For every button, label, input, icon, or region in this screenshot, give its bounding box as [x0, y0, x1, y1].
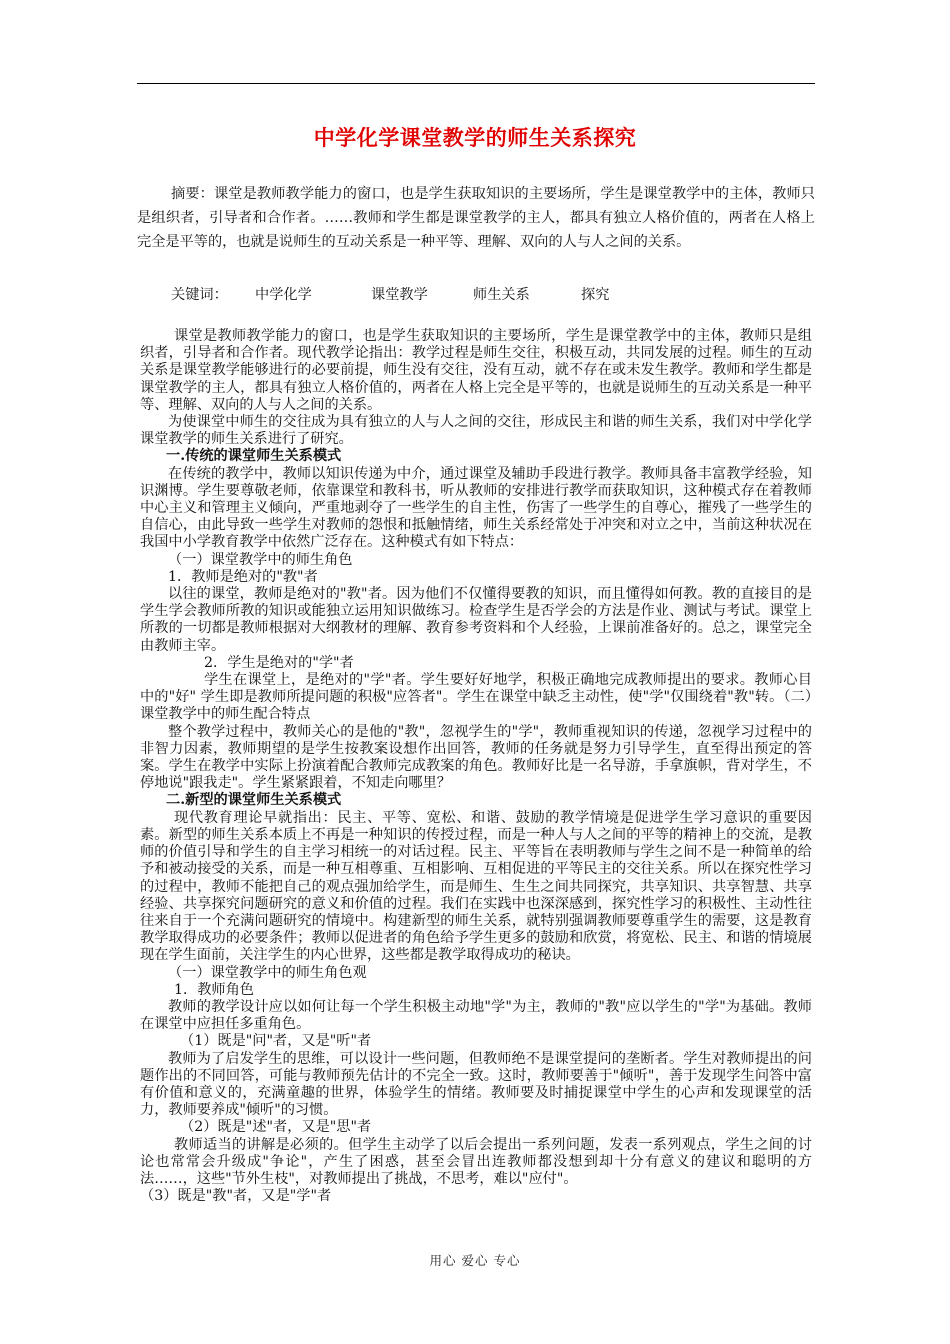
subsection-heading: 1．教师角色 — [174, 981, 254, 998]
keywords-line — [171, 284, 811, 306]
body-text — [140, 328, 812, 1205]
body-paragraph: 学生在课堂上，是绝对的"学"者。学生要好好地学，积极正确地完成教师提出的要求。教师心目中的"好" 学生即是教师所提问题的积极"应答者"。学生在课堂中缺乏主动性，使"学"仅围绕着"教"转。（二）课堂教学中的师生配合特点 — [140, 672, 812, 723]
keywords-label: 关键词： — [171, 287, 228, 303]
subsection-heading: （2）既是"述"者，又是"思"者 — [180, 1119, 372, 1136]
body-paragraph: 课堂是教师教学能力的窗口，也是学生获取知识的主要场所，学生是课堂教学中的主体，教师只是组织者，引导者和合作者。现代教学论指出：教学过程是师生交往，积极互动，共同发展的过程。师生的互动关系是课堂教学能够进行的必要前提，师生没有交往，没有互动，就不存在或未发生教学。教师和学生都是课堂教学的主人，都具有独立人格价值的，两者在人格上完全是平等的，也就是说师生的互动关系是一种平等、理解、双向的人与人之间的关系。 — [140, 328, 812, 413]
subsection-heading: （一）课堂教学中的师生角色 — [168, 551, 353, 568]
subsection-heading: 2．学生是绝对的"学"者 — [204, 654, 354, 671]
keyword-item: 探究 — [581, 287, 610, 303]
section-heading: 二.新型的课堂师生关系模式 — [166, 792, 342, 809]
body-paragraph: 以往的课堂，教师是绝对的"教"者。因为他们不仅懂得要教的知识，而且懂得如何教。教的直接目的是学生学会教师所教的知识或能独立运用知识做练习。检查学生是否学会的方法是作业、测试与考试。课堂上所教的一切都是教师根据对大纲教材的理解、教育参考资料和个人经验，上课前准备好的。总之，课堂完全由教师主宰。 — [140, 586, 812, 654]
section-heading: 一.传统的课堂师生关系模式 — [166, 448, 342, 465]
body-paragraph: 教师为了启发学生的思维，可以设计一些问题，但教师绝不是课堂提问的垄断者。学生对教师提出的问题作出的不同回答，可能与教师预先估计的不完全一致。这时，教师要善于"倾听"，善于发现学生问答中富有价值和意义的，充满童趣的世界，体验学生的情绪。教师要及时捕捉课堂中学生的心声和发现课堂的活力，教师要养成"倾听"的习惯。 — [140, 1050, 812, 1119]
keyword-item: 课堂教学 — [371, 287, 428, 303]
body-paragraph: 教师的教学设计应以如何让每一个学生积极主动地"学"为主，教师的"教"应以学生的"学"为基础。教师在课堂中应担任多重角色。 — [140, 998, 812, 1033]
body-paragraph: 现代教育理论早就指出：民主、平等、宽松、和谐、鼓励的教学情境是促进学生学习意识的重要因素。新型的师生关系本质上不再是一种知识的传授过程，而是一种人与人之间的平等的精神上的交流，是教师的价值引导和学生的自主学习相统一的对话过程。民主、平等旨在表明教师与学生之间不是一种简单的给予和被动接受的关系，而是一种互相尊重、互相影响、互相促进的平等民主的交往关系。所以在探究性学习的过程中，教师不能把自己的观点强加给学生，而是师生、生生之间共同探究，共享知识、共享智慧、共享经验、共享探究问题研究的意义和价值的过程。我们在实践中也深深感到，探究性学习的积极性、主动性往往来自于一个充满问题研究的情境中。构建新型的师生关系，就特别强调教师要尊重学生的需要，这是教育教学取得成功的必要条件；教师以促进者的角色给予学生更多的鼓励和欣赏，将宽松、民主、和谐的情境展现在学生面前，关注学生的内心世界，这些都是教学取得成功的秘诀。 — [140, 809, 812, 964]
subsection-heading: （1）既是"问"者，又是"听"者 — [180, 1033, 372, 1050]
body-paragraph: 在传统的教学中，教师以知识传递为中介，通过课堂及辅助手段进行教学。教师具备丰富教学经验，知识渊博。学生要尊敬老师，依靠课堂和教科书，听从教师的安排进行教学而获取知识，这种模式存在着教师中心主义和管理主义倾向，严重地剥夺了一些学生的自主性，伤害了一些学生的自尊心，摧残了一些学生的自信心，由此导致一些学生对教师的怨恨和抵触情绪，师生关系经常处于冲突和对立之中，当前这种状况在我国中小学教育教学中依然广泛存在。这种模式有如下特点： — [140, 465, 812, 551]
document-title: 中学化学课堂教学的师生关系探究 — [313, 126, 637, 150]
abstract-section — [137, 182, 815, 254]
subsection-heading: （一）课堂教学中的师生角色观 — [168, 964, 367, 981]
page-footer: 用心 爱心 专心 — [429, 1253, 521, 1268]
header-rule — [137, 83, 815, 84]
subsection-heading: 1．教师是绝对的"教"者 — [168, 568, 318, 585]
body-paragraph: 整个教学过程中，教师关心的是他的"教"，忽视学生的"学"，教师重视知识的传递，忽视学习过程中的非智力因素，教师期望的是学生按教案设想作出回答，教师的任务就是努力引导学生，直至得出预定的答案。学生在教学中实际上扮演着配合教师完成教案的角色。教师好比是一名导游，手拿旗帜，背对学生，不停地说"跟我走"。学生紧紧跟着，不知走向哪里？ — [140, 723, 812, 792]
keyword-item: 中学化学 — [255, 287, 312, 303]
keyword-item: 师生关系 — [473, 287, 530, 303]
body-paragraph: 为使课堂中师生的交往成为具有独立的人与人之间的交往，形成民主和谐的师生关系，我们对中学化学课堂教学的师生关系进行了研究。 — [140, 414, 812, 448]
abstract-text: 摘要：课堂是教师教学能力的窗口，也是学生获取知识的主要场所，学生是课堂教学中的主体，教师只是组织者，引导者和合作者。……教师和学生都是课堂教学的主人，都具有独立人格价值的，两者在人格上完全是平等的，也就是说师生的互动关系是一种平等、理解、双向的人与人之间的关系。 — [137, 186, 815, 250]
body-paragraph: 教师适当的讲解是必须的。但学生主动学了以后会提出一系列问题，发表一系列观点，学生之间的讨论也常常会升级成"争论"，产生了困惑，甚至会冒出连教师都没想到却十分有意义的建议和聪明的方法……，这些"节外生枝"，对教师提出了挑战，不思考，难以"应付"。 — [140, 1136, 812, 1187]
subsection-heading: （3）既是"教"者，又是"学"者 — [140, 1188, 332, 1205]
